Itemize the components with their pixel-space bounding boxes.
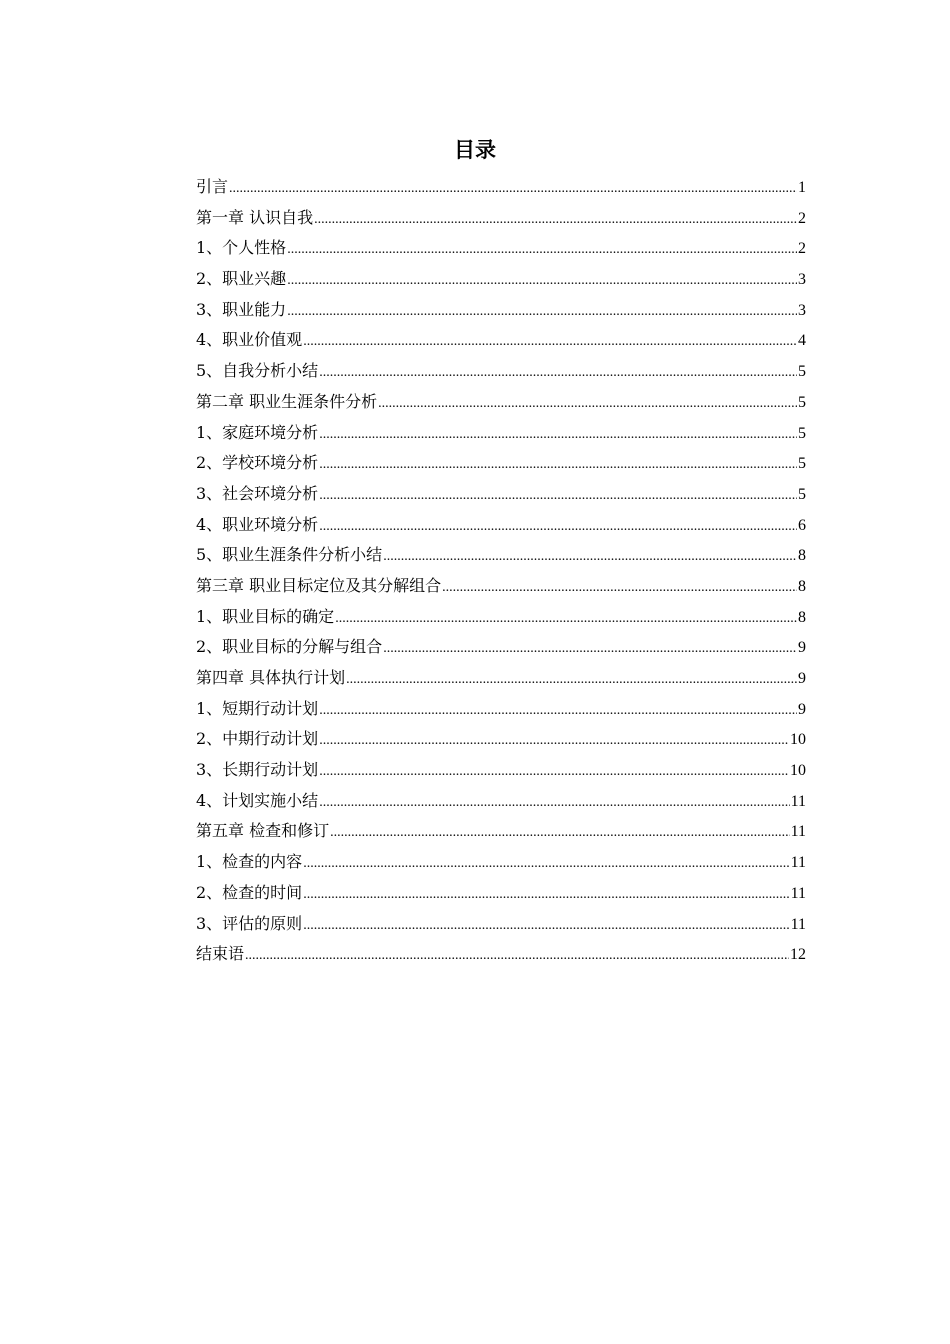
page-title: 目录 xyxy=(454,138,496,162)
toc-entry[interactable] xyxy=(196,847,806,878)
toc-page-number: 9 xyxy=(798,670,806,687)
toc-entry[interactable] xyxy=(196,571,806,602)
toc-entry-title: 5、自我分析小结 xyxy=(196,361,319,381)
toc-entry[interactable] xyxy=(196,878,806,909)
toc-entry[interactable] xyxy=(196,203,806,234)
toc-page-number: 11 xyxy=(790,792,806,810)
table-of-contents xyxy=(196,172,806,970)
toc-entry[interactable] xyxy=(196,418,806,449)
toc-page-number: 11 xyxy=(790,854,806,872)
toc-page-number: 5 xyxy=(798,393,806,411)
toc-page-number: 9 xyxy=(798,700,806,718)
toc-page-number: 10 xyxy=(790,731,806,749)
toc-page-number: 3 xyxy=(798,301,806,319)
toc-dot-leader xyxy=(229,174,797,204)
toc-page-number: 8 xyxy=(798,577,806,595)
toc-dot-leader xyxy=(287,235,797,265)
toc-entry[interactable] xyxy=(196,295,806,326)
toc-entry[interactable] xyxy=(196,909,806,940)
toc-entry-title: 1、短期行动计划 xyxy=(196,698,319,718)
toc-page-number: 11 xyxy=(790,823,806,841)
toc-entry[interactable] xyxy=(196,448,806,479)
toc-entry-title: 第四章 具体执行计划 xyxy=(196,668,346,687)
toc-entry-title: 1、个人性格 xyxy=(196,238,287,258)
toc-dot-leader xyxy=(346,665,797,695)
toc-dot-leader xyxy=(303,849,789,879)
toc-entry[interactable] xyxy=(196,602,806,633)
toc-entry-title: 结束语 xyxy=(196,944,245,964)
toc-page-number: 5 xyxy=(798,485,806,503)
toc-dot-leader xyxy=(314,205,797,235)
toc-entry-title: 第二章 职业生涯条件分析 xyxy=(196,391,378,411)
toc-entry-title: 4、职业环境分析 xyxy=(196,514,319,534)
toc-page-number: 2 xyxy=(798,209,806,227)
toc-entry-title: 引言 xyxy=(196,177,229,196)
toc-entry-title: 2、职业兴趣 xyxy=(196,269,287,289)
toc-entry[interactable] xyxy=(196,786,806,817)
toc-page-number: 4 xyxy=(798,332,806,350)
toc-entry[interactable] xyxy=(196,264,806,295)
toc-entry[interactable] xyxy=(196,939,806,970)
toc-dot-leader xyxy=(303,911,789,941)
toc-entry[interactable] xyxy=(196,540,806,571)
toc-page-number: 8 xyxy=(798,608,806,626)
toc-entry-title: 2、检查的时间 xyxy=(196,882,303,902)
toc-dot-leader xyxy=(319,788,789,818)
toc-page-number: 10 xyxy=(790,762,806,780)
toc-page-number: 11 xyxy=(790,915,806,933)
toc-entry-title: 第五章 检查和修订 xyxy=(196,821,330,841)
toc-page-number: 11 xyxy=(790,884,806,902)
toc-entry-title: 2、学校环境分析 xyxy=(196,453,319,473)
toc-entry[interactable] xyxy=(196,663,806,694)
toc-dot-leader xyxy=(287,297,797,327)
toc-entry-title: 4、职业价值观 xyxy=(196,330,303,350)
toc-entry[interactable] xyxy=(196,632,806,663)
toc-dot-leader xyxy=(319,512,797,542)
toc-entry-title: 3、评估的原则 xyxy=(196,913,303,933)
toc-dot-leader xyxy=(383,634,797,664)
toc-entry-title: 3、职业能力 xyxy=(196,299,287,319)
toc-page-number: 6 xyxy=(798,516,806,534)
toc-dot-leader xyxy=(245,941,789,971)
toc-entry[interactable] xyxy=(196,172,806,203)
toc-entry[interactable] xyxy=(196,694,806,725)
toc-entry-title: 第一章 认识自我 xyxy=(196,207,314,227)
toc-entry[interactable] xyxy=(196,387,806,418)
toc-dot-leader xyxy=(378,389,797,419)
toc-entry-title: 3、长期行动计划 xyxy=(196,760,319,780)
toc-entry[interactable] xyxy=(196,724,806,755)
toc-page-number: 5 xyxy=(798,455,806,473)
toc-dot-leader xyxy=(319,358,797,388)
toc-dot-leader xyxy=(319,481,797,511)
toc-dot-leader xyxy=(330,818,790,848)
toc-dot-leader xyxy=(442,573,797,603)
toc-entry[interactable] xyxy=(196,325,806,356)
toc-page-number: 3 xyxy=(798,271,806,289)
toc-dot-leader xyxy=(303,327,797,357)
toc-entry[interactable] xyxy=(196,510,806,541)
toc-entry-title: 3、社会环境分析 xyxy=(196,483,319,503)
toc-dot-leader xyxy=(383,542,797,572)
toc-dot-leader xyxy=(303,880,789,910)
toc-dot-leader xyxy=(335,604,797,634)
toc-entry[interactable] xyxy=(196,479,806,510)
toc-entry[interactable] xyxy=(196,233,806,264)
toc-entry-title: 5、职业生涯条件分析小结 xyxy=(196,545,383,565)
toc-page-number: 12 xyxy=(790,946,806,964)
toc-page-number: 5 xyxy=(798,363,806,381)
toc-page-number: 8 xyxy=(798,547,806,565)
toc-entry-title: 1、家庭环境分析 xyxy=(196,422,319,442)
toc-entry-title: 1、职业目标的确定 xyxy=(196,606,335,626)
toc-dot-leader xyxy=(319,450,797,480)
toc-entry-title: 1、检查的内容 xyxy=(196,852,303,872)
toc-entry[interactable] xyxy=(196,816,806,847)
toc-dot-leader xyxy=(319,757,789,787)
toc-entry[interactable] xyxy=(196,356,806,387)
toc-page-number: 5 xyxy=(798,424,806,442)
toc-entry-title: 4、计划实施小结 xyxy=(196,790,319,810)
toc-entry-title: 2、职业目标的分解与组合 xyxy=(196,637,383,657)
toc-entry-title: 第三章 职业目标定位及其分解组合 xyxy=(196,575,442,595)
toc-dot-leader xyxy=(287,266,797,296)
toc-entry[interactable] xyxy=(196,755,806,786)
toc-entry-title: 2、中期行动计划 xyxy=(196,729,319,749)
toc-dot-leader xyxy=(319,726,789,756)
toc-page-number: 9 xyxy=(798,639,806,657)
toc-dot-leader xyxy=(319,696,797,726)
toc-page-number: 2 xyxy=(798,240,806,258)
toc-dot-leader xyxy=(319,420,797,450)
toc-page-number: 1 xyxy=(798,179,806,196)
